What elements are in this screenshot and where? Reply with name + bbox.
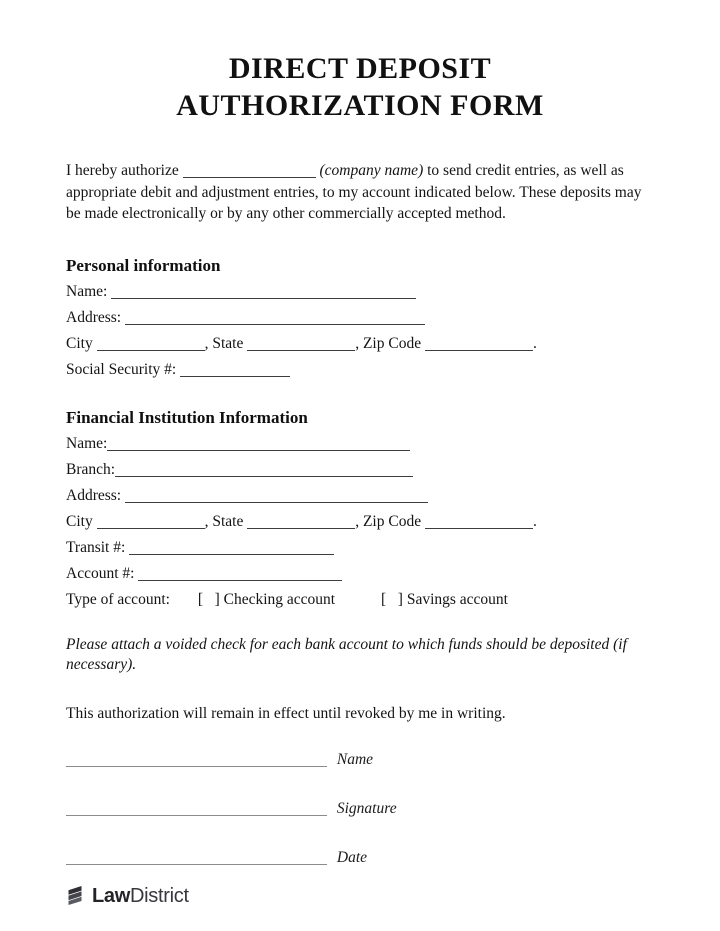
financial-branch-blank-line (115, 463, 413, 477)
financial-name-blank-line (107, 437, 410, 451)
checking-checkbox: [ ] (197, 591, 220, 608)
company-name-blank-line (183, 164, 316, 178)
signature-line-label: Signature (336, 799, 397, 817)
signature-date-row (66, 849, 654, 869)
personal-zip-blank-line (425, 337, 533, 351)
form-title-line2: AUTHORIZATION FORM (176, 89, 544, 122)
financial-account-label: Account #: (66, 565, 135, 582)
financial-state-blank-line (247, 515, 355, 529)
financial-city-label: City (66, 513, 93, 530)
personal-name-row (66, 283, 654, 303)
revocation-note: This authorization will remain in effect until revoked by me in writing. (66, 704, 506, 722)
personal-address-row (66, 309, 654, 329)
financial-address-label: Address: (66, 487, 122, 504)
financial-row-period: . (532, 513, 537, 530)
name-line-label: Name (336, 750, 374, 768)
savings-checkbox: [ ] (381, 591, 403, 608)
financial-address-row (66, 487, 654, 507)
personal-city-label: City (66, 335, 93, 352)
savings-account-label: Savings account (406, 591, 508, 608)
personal-city-state-zip-row (66, 335, 654, 355)
financial-zip-blank-line (425, 515, 533, 529)
financial-account-row (66, 565, 654, 585)
financial-branch-row (66, 461, 654, 481)
financial-transit-row (66, 539, 654, 559)
financial-info-heading: Financial Institution Information (66, 407, 308, 427)
form-title-line1: DIRECT DEPOSIT (228, 52, 492, 85)
authorization-paragraph (66, 160, 654, 225)
form-title (66, 0, 654, 124)
signature-signature-line (66, 801, 327, 816)
brand-wordmark-regular: District (130, 884, 189, 907)
name-signature-line (66, 752, 327, 767)
voided-check-note: Please attach a voided check for each bank account to which funds should be deposited (if necessary). (66, 635, 627, 673)
personal-ssn-row (66, 361, 654, 381)
date-line-label: Date (336, 848, 368, 866)
checking-account-label: Checking account (223, 591, 336, 608)
financial-address-blank-line (125, 489, 428, 503)
personal-row-period: . (532, 335, 537, 352)
brand-wordmark-bold: Law (92, 884, 130, 907)
account-type-row (66, 591, 654, 611)
personal-ssn-blank-line (180, 363, 290, 377)
financial-state-label: , State (204, 513, 244, 530)
date-signature-line (66, 850, 327, 865)
financial-city-state-zip-row (66, 513, 654, 533)
personal-info-heading: Personal information (66, 255, 221, 275)
signature-signature-row (66, 800, 654, 820)
brand-wordmark (92, 885, 189, 908)
personal-state-blank-line (247, 337, 355, 351)
personal-city-blank-line (97, 337, 205, 351)
personal-state-label: , State (204, 335, 244, 352)
personal-address-label: Address: (66, 309, 122, 326)
financial-name-row (66, 435, 654, 455)
personal-name-label: Name: (66, 283, 108, 300)
financial-transit-blank-line (129, 541, 334, 555)
financial-transit-label: Transit #: (66, 539, 126, 556)
intro-text-after: to send credit entries, as well as appropriate debit and adjustment entries, to my account indicated below. These deposits may be made electronically or by any other commercially accepted method. (66, 162, 642, 222)
financial-city-blank-line (97, 515, 205, 529)
account-type-label: Type of account: (66, 591, 170, 608)
financial-branch-label: Branch: (66, 461, 116, 478)
stacked-pages-icon (66, 883, 87, 910)
financial-account-blank-line (138, 567, 342, 581)
personal-name-blank-line (111, 285, 416, 299)
personal-zip-label: , Zip Code (355, 335, 422, 352)
financial-zip-label: , Zip Code (355, 513, 422, 530)
brand-logo (66, 883, 654, 910)
signature-name-row (66, 751, 654, 771)
company-name-hint: (company name) (319, 162, 424, 179)
personal-address-blank-line (125, 311, 425, 325)
financial-name-label: Name: (66, 435, 108, 452)
personal-ssn-label: Social Security #: (66, 361, 177, 378)
intro-text-before: I hereby authorize (66, 162, 179, 179)
